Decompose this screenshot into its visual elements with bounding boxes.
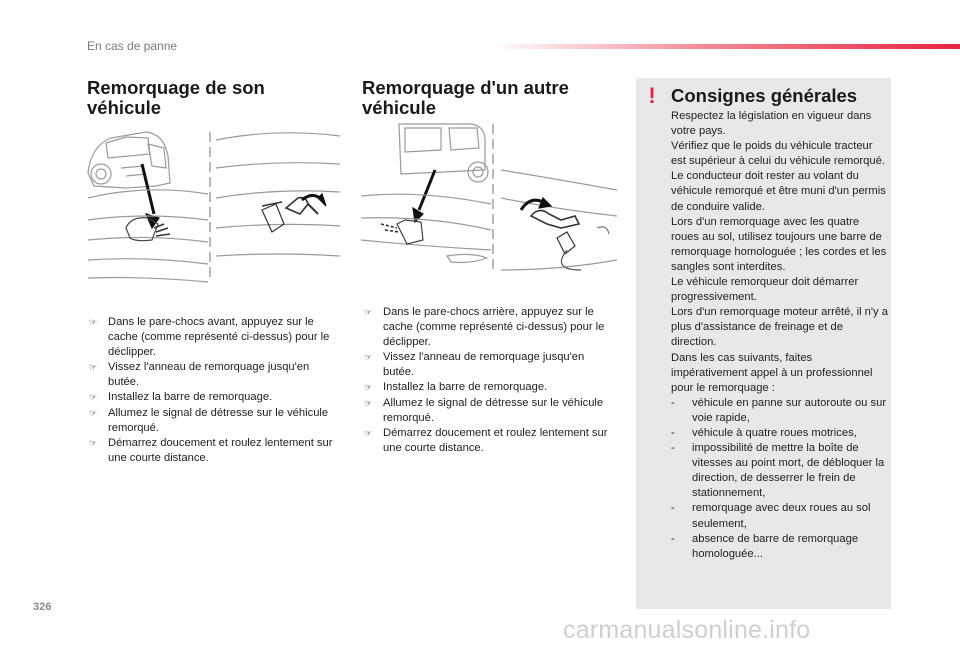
list-item: ☞ Allumez le signal de détresse sur le véhicule remorqué. xyxy=(364,396,604,424)
pointing-hand-icon: ☞ xyxy=(364,427,373,438)
pointing-hand-icon: ☞ xyxy=(364,397,373,408)
middle-section-title xyxy=(362,78,569,118)
pointing-hand-icon: ☞ xyxy=(89,392,98,403)
panel-body xyxy=(671,109,889,562)
left-steps-list xyxy=(89,315,341,466)
list-item: - remorquage avec deux roues au sol seulement, xyxy=(671,502,871,530)
paragraph: Le conducteur doit rester au volant du véhicule remorqué et être muni d'un permis de conduire valide. xyxy=(671,170,886,213)
pointing-hand-icon: ☞ xyxy=(364,307,373,317)
left-title-line-1: Remorquage de son xyxy=(87,77,265,98)
paragraph: Dans les cas suivants, faites impérativement appel à un professionnel pour le remorquage : xyxy=(671,351,873,394)
list-item: ☞ Installez la barre de remorquage. xyxy=(364,380,618,395)
pointing-hand-icon: ☞ xyxy=(89,437,98,448)
middle-title-line-1: Remorquage d'un autre xyxy=(362,77,569,98)
exclamation-icon: ! xyxy=(648,83,656,108)
paragraph: Vérifiez que le poids du véhicule tracteur est supérieur à celui du véhicule remorqué. xyxy=(671,140,885,168)
list-item: ☞ Vissez l'anneau de remorquage jusqu'en butée. xyxy=(89,361,310,389)
list-item: ☞ Dans le pare-chocs arrière, appuyez sur le cache (comme représenté ci-dessus) pour le déclipper. xyxy=(364,306,605,349)
pointing-hand-icon: ☞ xyxy=(364,382,373,393)
list-item: ☞ Vissez l'anneau de remorquage jusqu'en butée. xyxy=(364,351,585,379)
pointing-hand-icon: ☞ xyxy=(364,352,373,363)
list-item: ☞ Démarrez doucement et roulez lentement sur une courte distance. xyxy=(364,426,608,454)
paragraph: Le véhicule remorqueur doit démarrer progressivement. xyxy=(671,276,859,304)
list-item: ☞ Allumez le signal de détresse sur le véhicule remorqué. xyxy=(89,406,329,434)
paragraph: Lors d'un remorquage moteur arrêté, il n'y a plus d'assistance de freinage et de direction. xyxy=(671,306,888,349)
paragraph: Respectez la législation en vigueur dans votre pays. xyxy=(671,110,872,138)
page-number: 326 xyxy=(33,601,52,613)
general-instructions-panel xyxy=(636,78,891,609)
list-item: ☞ Dans le pare-chocs avant, appuyez sur le cache (comme représenté ci-dessus) pour le déclipper. xyxy=(89,316,330,359)
pointing-hand-icon: ☞ xyxy=(89,317,98,327)
list-item: ☞ Démarrez doucement et roulez lentement sur une courte distance. xyxy=(89,436,333,464)
list-item: - impossibilité de mettre la boîte de vitesses au point mort, de débloquer la direction, de desserrer le frein de stationnement, xyxy=(671,442,885,500)
pointing-hand-icon: ☞ xyxy=(89,407,98,418)
paragraph: Lors d'un remorquage avec les quatre roues au sol, utilisez toujours une barre de remorquage homologuée ; les cordes et les sangles sont interdites. xyxy=(671,215,887,273)
section-header: En cas de panne xyxy=(87,39,178,53)
left-title-line-2: véhicule xyxy=(87,97,162,118)
watermark: carmanualsonline.info xyxy=(563,616,811,644)
list-item: - véhicule à quatre roues motrices, xyxy=(671,426,857,439)
header-accent-bar xyxy=(490,44,960,49)
middle-steps-list xyxy=(364,305,618,456)
list-item: - véhicule en panne sur autoroute ou sur voie rapide, xyxy=(671,396,887,424)
pointing-hand-icon: ☞ xyxy=(89,362,98,373)
list-item: - absence de barre de remorquage homologuée... xyxy=(671,532,859,560)
list-item: ☞ Installez la barre de remorquage. xyxy=(89,390,341,405)
cases-list xyxy=(671,396,889,562)
panel-title: Consignes générales xyxy=(671,85,858,106)
rear-towing-eye-illustration xyxy=(361,120,617,278)
middle-title-line-2: véhicule xyxy=(362,97,437,118)
front-towing-eye-illustration xyxy=(86,128,340,286)
left-section-title xyxy=(87,78,265,118)
